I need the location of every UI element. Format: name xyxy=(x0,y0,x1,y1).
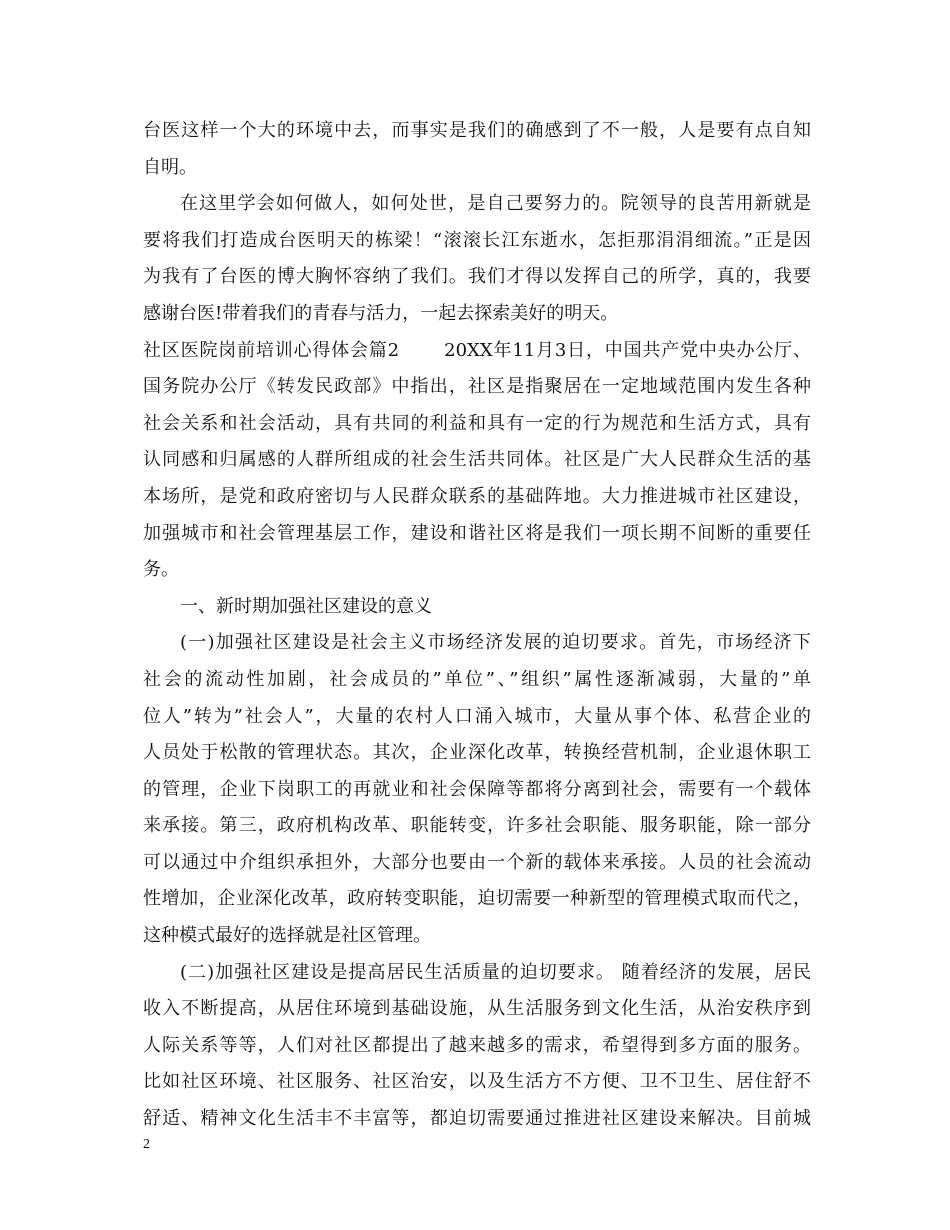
text-line: 的管理，企业下岗职工的再就业和社会保障等都将分离到社会，需要有一个载体 xyxy=(143,778,811,800)
paragraph-start-line: (一)加强社区建设是社会主义市场经济发展的迫切要求。首先，市场经济下 xyxy=(180,632,811,654)
paragraph-start-line: 在这里学会如何做人，如何处世，是自己要努力的。院领导的良苦用新就是 xyxy=(180,193,811,215)
text-line: 位人”转为”社会人”，大量的农村人口涌入城市，大量从事个体、私营企业的 xyxy=(143,705,811,727)
text-line: 社会关系和社会活动，具有共同的利益和具有一定的行为规范和生活方式，具有 xyxy=(143,412,811,434)
text-line: 要将我们打造成台医明天的栋梁！“滚滚长江东逝水，怎拒那涓涓细流。”正是因 xyxy=(143,229,811,251)
text-line: 为我有了台医的博大胸怀容纳了我们。我们才得以发挥自己的所学，真的，我要 xyxy=(143,266,811,288)
text-line: 人际关系等等，人们对社区都提出了越来越多的需求，希望得到多方面的服务。 xyxy=(143,1034,811,1056)
paragraph-start-line: (二)加强社区建设是提高居民生活质量的迫切要求。 随着经济的发展，居民 xyxy=(180,961,811,983)
text-line: 这种模式最好的选择就是社区管理。 xyxy=(143,925,431,947)
text-line: 比如社区环境、社区服务、社区治安，以及生活方不方便、卫不卫生、居住舒不 xyxy=(143,1071,811,1093)
text-line: 收入不断提高，从居住环境到基础设施，从生活服务到文化生活，从治安秩序到 xyxy=(143,998,811,1020)
text-line: 可以通过中介组织承担外，大部分也要由一个新的载体来承接。人员的社会流动 xyxy=(143,851,811,873)
text-line: 性增加，企业深化改革，政府转变职能，迫切需要一种新型的管理模式取而代之， xyxy=(143,888,811,910)
text-line: 认同感和归属感的人群所组成的社会生活共同体。社区是广大人民群众生活的基 xyxy=(143,449,811,471)
text-line: 国务院办公厅《转发民政部》中指出，社区是指聚居在一定地域范围内发生各种 xyxy=(143,376,811,398)
text-line: 务。 xyxy=(143,559,179,581)
text-line: 自明。 xyxy=(143,156,197,178)
text-line: 本场所，是党和政府密切与人民群众联系的基础阵地。大力推进城市社区建设， xyxy=(143,485,811,507)
text-line: 社会的流动性加剧，社会成员的”单位”、”组织”属性逐渐减弱，大量的”单 xyxy=(143,668,811,690)
text-line: 舒适、精神文化生活丰不丰富等，都迫切需要通过推进社区建设来解决。目前城 xyxy=(143,1108,811,1130)
page-number: 2 xyxy=(143,1137,150,1152)
text-line: 人员处于松散的管理状态。其次，企业深化改革，转换经营机制，企业退休职工 xyxy=(143,742,811,764)
section-title-line: 社区医院岗前培训心得体会篇2 20XX年11月3日，中国共产党中央办公厅、 xyxy=(143,339,811,361)
section-heading: 一、新时期加强社区建设的意义 xyxy=(180,595,432,617)
text-line: 来承接。第三，政府机构改革、职能转变，许多社会职能、服务职能，除一部分 xyxy=(143,815,811,837)
text-line: 台医这样一个大的环境中去，而事实是我们的确感到了不一般，人是要有点自知 xyxy=(143,120,811,141)
text-line: 感谢台医!带着我们的青春与活力，一起去探索美好的明天。 xyxy=(143,302,619,324)
document-body xyxy=(143,113,811,1138)
text-line: 加强城市和社会管理基层工作，建设和谐社区将是我们一项长期不间断的重要任 xyxy=(143,522,811,544)
